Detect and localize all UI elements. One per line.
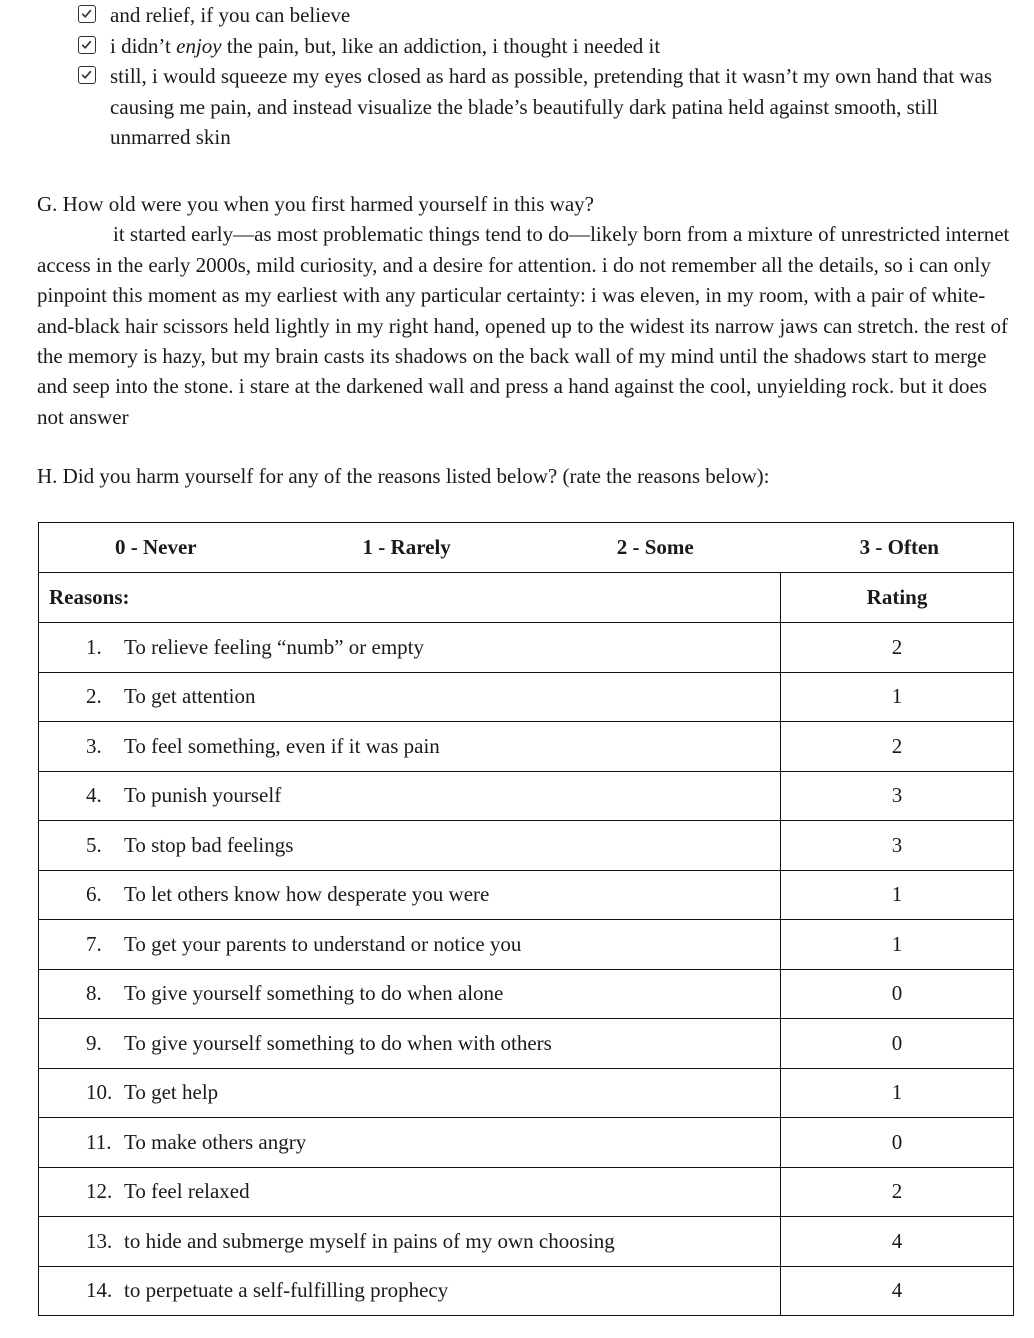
table-row xyxy=(39,722,1014,772)
reason-number: 2. xyxy=(86,684,102,709)
rating-value[interactable]: 1 xyxy=(781,870,1014,920)
rating-value[interactable]: 2 xyxy=(781,722,1014,772)
reason-number: 1. xyxy=(86,634,102,659)
table-header-row xyxy=(39,573,1014,623)
rating-value[interactable]: 1 xyxy=(781,1068,1014,1118)
table-row xyxy=(39,1068,1014,1118)
rating-scale xyxy=(39,523,1014,573)
table-row xyxy=(39,1167,1014,1217)
table-row xyxy=(39,771,1014,821)
checklist-item xyxy=(78,61,1018,153)
checklist-item xyxy=(78,0,1018,31)
rating-value[interactable]: 0 xyxy=(781,1118,1014,1168)
table-row xyxy=(39,1217,1014,1267)
checklist xyxy=(78,0,1018,153)
reasons-header: Reasons: xyxy=(39,573,781,623)
rating-value[interactable]: 0 xyxy=(781,969,1014,1019)
reason-number: 6. xyxy=(86,882,102,907)
table-row xyxy=(39,920,1014,970)
reason-text: To make others angry xyxy=(124,1129,307,1154)
rating-value[interactable]: 4 xyxy=(781,1266,1014,1316)
reason-text: to hide and submerge myself in pains of my own choosing xyxy=(124,1228,615,1253)
reason-text: To get help xyxy=(124,1080,219,1105)
table-row xyxy=(39,821,1014,871)
table-body xyxy=(39,623,1014,1316)
rating-value[interactable]: 3 xyxy=(781,771,1014,821)
scale-never: 0 - Never xyxy=(115,535,197,559)
reason-text: To punish yourself xyxy=(124,783,282,808)
checklist-item-text: still, i would squeeze my eyes closed as hard as possible, pretending that it wasn’t my own hand that was causing me pain, and instead visualize the blade’s beautifully dark patina held against smooth, still unmarred skin xyxy=(110,64,993,149)
checked-checkbox-icon[interactable] xyxy=(78,36,96,54)
reason-cell xyxy=(39,771,781,821)
table-row xyxy=(39,969,1014,1019)
checklist-item-text xyxy=(110,31,1018,62)
reason-cell xyxy=(39,1167,781,1217)
rating-scale-row xyxy=(39,523,1014,573)
table-row xyxy=(39,1118,1014,1168)
answer-g: it started early—as most problematic things tend to do—likely born from a mixture of unrestricted internet access in the early 2000s, mild curiosity, and a desire for attention. i do not remember all the details, so i can only pinpoint this moment as my earliest with any particular certainty: i was eleven, in my room, with a pair of white-and-black hair scissors held lightly in my right hand, opened up to the widest its narrow jaws can stretch. the rest of the memory is hazy, but my brain casts its shadows on the back wall of my mind until the shadows start to merge and seep into the stone. i stare at the darkened wall and press a hand against the cool, unyielding rock. but it does not answer xyxy=(37,222,1010,429)
reason-text: To give yourself something to do when alone xyxy=(124,981,504,1006)
reason-number: 13. xyxy=(86,1228,113,1253)
question-h: H. Did you harm yourself for any of the reasons listed below? (rate the reasons below): xyxy=(37,464,770,488)
reason-number: 5. xyxy=(86,832,102,857)
text-segment: the pain, but, like an addiction, i thought i needed it xyxy=(221,33,661,58)
scale-rarely: 1 - Rarely xyxy=(362,535,451,559)
rating-value[interactable]: 4 xyxy=(781,1217,1014,1267)
reason-number: 7. xyxy=(86,931,102,956)
checked-checkbox-icon[interactable] xyxy=(78,5,96,23)
reason-text: To get your parents to understand or notice you xyxy=(124,931,522,956)
table-row xyxy=(39,870,1014,920)
reason-cell xyxy=(39,623,781,673)
reason-number: 11. xyxy=(86,1129,112,1154)
reason-text: To feel something, even if it was pain xyxy=(124,733,440,758)
reason-cell xyxy=(39,722,781,772)
checklist-item xyxy=(78,31,1018,62)
rating-value[interactable]: 1 xyxy=(781,672,1014,722)
scale-some: 2 - Some xyxy=(616,535,694,559)
scale-often: 3 - Often xyxy=(859,535,939,559)
reason-number: 3. xyxy=(86,733,102,758)
reason-cell xyxy=(39,920,781,970)
reason-cell xyxy=(39,1068,781,1118)
reason-number: 4. xyxy=(86,783,102,808)
rating-header: Rating xyxy=(781,573,1014,623)
reason-number: 9. xyxy=(86,1030,102,1055)
table-row xyxy=(39,1266,1014,1316)
emphasized-word: enjoy xyxy=(176,33,222,58)
reason-text: To give yourself something to do when with others xyxy=(124,1030,552,1055)
rating-value[interactable]: 2 xyxy=(781,1167,1014,1217)
reason-text: To stop bad feelings xyxy=(124,832,294,857)
reason-cell xyxy=(39,1217,781,1267)
reason-number: 10. xyxy=(86,1080,113,1105)
checked-checkbox-icon[interactable] xyxy=(78,66,96,84)
question-g: G. How old were you when you first harmed yourself in this way? xyxy=(37,192,594,216)
rating-value[interactable]: 0 xyxy=(781,1019,1014,1069)
rating-value[interactable]: 2 xyxy=(781,623,1014,673)
reason-cell xyxy=(39,870,781,920)
ratings-table xyxy=(38,522,1014,1316)
reason-cell xyxy=(39,969,781,1019)
reason-number: 8. xyxy=(86,981,102,1006)
table-row xyxy=(39,1019,1014,1069)
reason-cell xyxy=(39,1118,781,1168)
reason-text: To feel relaxed xyxy=(124,1179,250,1204)
reason-text: To relieve feeling “numb” or empty xyxy=(124,634,424,659)
text-segment: i didn’t xyxy=(110,33,177,58)
reason-cell xyxy=(39,672,781,722)
reason-number: 12. xyxy=(86,1179,113,1204)
table-row xyxy=(39,672,1014,722)
section-g xyxy=(37,189,1017,432)
rating-value[interactable]: 1 xyxy=(781,920,1014,970)
table-row xyxy=(39,623,1014,673)
reason-cell xyxy=(39,1019,781,1069)
reason-text: To get attention xyxy=(124,684,256,709)
reason-cell xyxy=(39,1266,781,1316)
reason-text: to perpetuate a self-fulfilling prophecy xyxy=(124,1278,449,1303)
reason-number: 14. xyxy=(86,1278,113,1303)
rating-value[interactable]: 3 xyxy=(781,821,1014,871)
reason-text: To let others know how desperate you were xyxy=(124,882,490,907)
checklist-item-text: and relief, if you can believe xyxy=(110,3,351,27)
reason-cell xyxy=(39,821,781,871)
